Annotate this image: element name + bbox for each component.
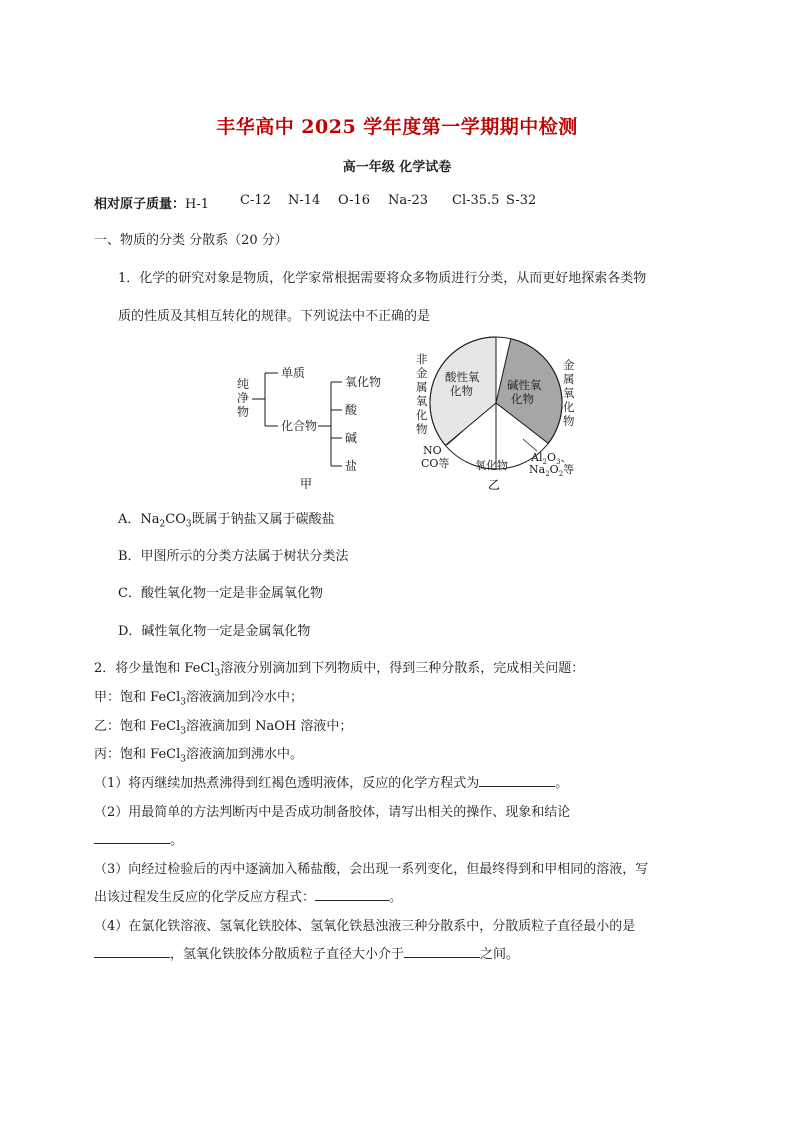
exam-title: 丰华高中 2025 学年度第一学期期中检测 — [216, 116, 578, 138]
svg-text:氧: 氧 — [416, 394, 428, 408]
q1-stem-line2: 质的性质及其相互转化的规律。下列说法中不正确的是 — [118, 309, 431, 324]
mass-h: H-1 — [185, 197, 210, 212]
yi-note-co: CO等 — [421, 457, 450, 470]
mass-s: S-32 — [506, 193, 537, 208]
option-a-suffix: 既属于钠盐又属于碳酸盐 — [191, 512, 335, 527]
q2-jia: 甲：饱和 FeCl$_3$溶液滴加到冷水中； — [94, 690, 303, 708]
yi-acidic-label-2: 化物 — [450, 384, 473, 398]
diagram-jia — [225, 352, 395, 490]
yi-right-label — [563, 358, 575, 428]
jia-leaf-salt: 盐 — [345, 459, 358, 473]
svg-text:物: 物 — [416, 422, 428, 436]
mass-o: O-16 — [338, 193, 371, 208]
atomic-mass-line — [94, 193, 209, 212]
jia-caption: 甲 — [300, 477, 313, 490]
svg-text:物: 物 — [563, 414, 575, 428]
q2-part3-line1: （3）向经过检验后的丙中逐滴加入稀盐酸，会出现一系列变化，但最终得到和甲相同的溶液，写 — [94, 862, 649, 877]
answer-blank-5[interactable] — [404, 945, 480, 958]
q2-part1: （1）将丙继续加热煮沸得到红褐色透明液体，反应的化学方程式为 。 — [94, 776, 569, 791]
q2-yi: 乙：饱和 FeCl$_3$溶液滴加到 NaOH 溶液中； — [94, 719, 353, 737]
answer-blank-2[interactable] — [94, 831, 170, 844]
svg-text:氧: 氧 — [563, 386, 575, 400]
answer-blank-3[interactable] — [315, 888, 389, 901]
jia-root-char2: 净 — [237, 391, 250, 405]
atomic-mass-label: 相对原子质量： — [94, 197, 186, 212]
yi-note-no: NO — [423, 444, 442, 457]
svg-text:属: 属 — [416, 380, 428, 394]
q1-option-b[interactable]: B．甲图所示的分类方法属于树状分类法 — [118, 549, 349, 564]
q1-option-a[interactable]: A．$Na_2CO_3$既属于钠盐又属于碳酸盐 — [118, 512, 335, 530]
section-heading: 一、物质的分类 分散系（20 分） — [94, 233, 288, 248]
svg-text:金: 金 — [563, 358, 575, 372]
jia-root-char1: 纯 — [237, 377, 250, 391]
q2-part4-line2: ，氢氧化铁胶体分散质粒子直径大小介于 之间。 — [94, 943, 519, 962]
yi-basic-label-1: 碱性氧 — [507, 378, 542, 392]
q2-part2-answer: 。 — [94, 829, 183, 848]
jia-leaf-acid: 酸 — [345, 403, 358, 417]
jia-branch-elemental: 单质 — [281, 366, 306, 380]
diagram-yi — [405, 335, 590, 493]
mass-n: N-14 — [288, 193, 321, 208]
q2-part4-line1: （4）在氯化铁溶液、氢氧化铁胶体、氢氧化铁悬浊液三种分散系中，分散质粒子直径最小的是 — [94, 919, 636, 934]
yi-note-na2o2: $Na_2O_2$等 — [529, 463, 575, 478]
yi-acidic-label-1: 酸性氧 — [445, 370, 480, 384]
svg-text:非: 非 — [416, 352, 428, 366]
answer-blank-1[interactable] — [479, 774, 555, 787]
mass-c: C-12 — [240, 193, 271, 208]
mass-na: Na-23 — [388, 193, 429, 208]
yi-caption: 乙 — [488, 478, 501, 492]
yi-left-label — [416, 352, 428, 436]
q1-option-d[interactable]: D．碱性氧化物一定是金属氧化物 — [118, 624, 311, 639]
q2-bing: 丙：饱和 FeCl$_3$溶液滴加到沸水中。 — [94, 747, 303, 765]
answer-blank-4[interactable] — [94, 945, 170, 958]
exam-subtitle: 高一年级 化学试卷 — [342, 160, 452, 175]
q1-option-c[interactable]: C．酸性氧化物一定是非金属氧化物 — [118, 586, 323, 601]
q2-stem: 2．将少量饱和 FeCl$_3$溶液分别滴加到下列物质中，得到三种分散系，完成相关问题： — [94, 661, 585, 679]
svg-text:属: 属 — [563, 372, 575, 386]
yi-note-al2o3: $Al_2O_3$、 — [531, 451, 572, 466]
q2-part3-line2: 出该过程发生反应的化学反应方程式： 。 — [94, 890, 403, 905]
jia-branch-compound: 化合物 — [281, 419, 318, 433]
jia-root-char3: 物 — [237, 405, 250, 419]
svg-text:化: 化 — [416, 408, 428, 422]
option-a-prefix: A．Na — [118, 512, 160, 527]
svg-text:金: 金 — [416, 366, 428, 380]
mass-cl: Cl-35.5 — [452, 193, 500, 208]
q2-part2: （2）用最简单的方法判断丙中是否成功制备胶体，请写出相关的操作、现象和结论 — [94, 805, 571, 820]
jia-leaf-oxide: 氧化物 — [345, 375, 382, 389]
svg-text:化: 化 — [563, 400, 575, 414]
yi-basic-label-2: 化物 — [511, 392, 534, 406]
yi-bottom-label: 氧化物 — [475, 459, 508, 472]
jia-leaf-base: 碱 — [345, 431, 358, 445]
q1-stem-line1: 1．化学的研究对象是物质，化学家常根据需要将众多物质进行分类，从而更好地探索各类物 — [118, 271, 647, 286]
